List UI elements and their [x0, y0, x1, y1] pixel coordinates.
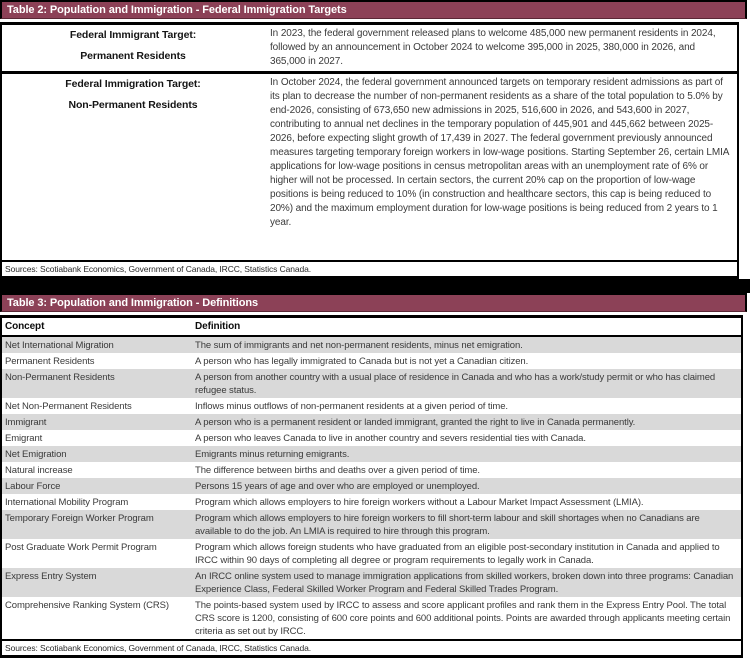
definition-cell: Program which allows employers to hire foreign workers without a Labour Market Impact Assessment (LMIA). [195, 496, 644, 508]
table-3-title: Table 3: Population and Immigration - Definitions [7, 297, 258, 309]
definition-cell: The points-based system used by IRCC to assess and score applicant profiles and rank them in the Express Entry Pool. The total CRS score is 1200, consisting of 600 core points and 600 additional points. Points are awarded through applicants meeting certain criteria as set out by IRCC. [195, 599, 731, 637]
target-label-line2: Non-Permanent Residents [68, 99, 198, 111]
concept-cell: Non-Permanent Residents [5, 371, 115, 383]
table-row [2, 462, 741, 478]
concept-cell: Net Emigration [5, 448, 67, 460]
table-row [2, 398, 741, 414]
table-row [2, 446, 741, 462]
concept-cell: International Mobility Program [5, 496, 129, 508]
table-3-sources: Sources: Scotiabank Economics, Government of Canada, IRCC, Statistics Canada. [2, 639, 741, 655]
table-row [2, 353, 741, 369]
target-description-cell: In 2023, the federal government released plans to welcome 485,000 new permanent residents in 2024, followed by an announcement in October 2024 to welcome 395,000 in 2025, 380,000 in 2026, and 365,000 in 2027. [270, 28, 716, 67]
table-2-body [0, 22, 739, 279]
definition-cell: A person who has legally immigrated to Canada but is not yet a Canadian citizen. [195, 355, 529, 367]
concept-cell: Emigrant [5, 432, 43, 444]
table-row [2, 478, 741, 494]
table-row [2, 414, 741, 430]
table-separator-band [0, 279, 750, 293]
concept-cell: Comprehensive Ranking System (CRS) [5, 599, 169, 611]
table-row [2, 25, 737, 74]
table-row [2, 494, 741, 510]
concept-cell: Permanent Residents [5, 355, 95, 367]
definition-cell: The sum of immigrants and net non-permanent residents, minus net emigration. [195, 339, 523, 351]
table-2-title-bar [0, 0, 747, 19]
definition-cell: Program which allows foreign students who have graduated from an eligible post-secondary institution in Canada and applied to IRCC within 90 days of completing all degree or program requirements to legally work in Canada. [195, 541, 720, 566]
definition-cell: Emigrants minus returning emigrants. [195, 448, 350, 460]
table-3-body [0, 315, 743, 658]
target-description-cell: In October 2024, the federal government announced targets on temporary resident admissions as part of its plan to decrease the number of non-permanent residents as a share of the total population to 5.0% by end-2026, consisting of 673,650 new admissions in 2025, 516,600 in 2026, and 543,600 in 2027, contributing to annual net declines in the temporary population of 445,901 and 445,662 between 2025-2026, before expecting slight growth of 17,439 in 2027. The federal government previously announced measures targeting temporary foreign workers in low-wage positions. Starting September 26, certain LMIA applications for low-wage positions in census metropolitan areas with an unemployment rate of 6% or higher will not be processed. In certain sectors, the current 20% cap on the proportion of low-wage positions is being reduced to 10% (in construction and healthcare sectors, this cap is being reduced to 20%) and the maximum employment duration for low-wage positions is being reduced from 2 years to 1 year. [270, 77, 729, 228]
table-row [2, 568, 741, 597]
table-row [2, 539, 741, 568]
concept-cell: Temporary Foreign Worker Program [5, 512, 154, 524]
concept-cell: Net Non-Permanent Residents [5, 400, 132, 412]
target-label-cell [2, 74, 264, 260]
table-3 [0, 293, 750, 658]
table-row [2, 597, 741, 639]
table-row [2, 369, 741, 398]
definition-cell: Persons 15 years of age and over who are employed or unemployed. [195, 480, 480, 492]
table-row [2, 337, 741, 353]
table-row [2, 430, 741, 446]
definition-cell: A person from another country with a usual place of residence in Canada and who has a work/study permit or who has claimed refugee status. [195, 371, 716, 396]
table-3-title-bar [0, 293, 747, 312]
table-2-title: Table 2: Population and Immigration - Federal Immigration Targets [7, 4, 347, 16]
definition-cell: A person who leaves Canada to live in another country and severs residential ties with Canada. [195, 432, 586, 444]
table-row [2, 510, 741, 539]
concept-cell: Natural increase [5, 464, 73, 476]
target-label-cell [2, 25, 264, 71]
definition-cell: An IRCC online system used to manage immigration applications from skilled workers, broken down into three programs: Canadian Experience Class, Federal Skilled Worker Program and Federal Skilled Trades Program. [195, 570, 734, 595]
column-header-row [2, 318, 741, 337]
table-row [2, 74, 737, 260]
concept-cell: Immigrant [5, 416, 47, 428]
concept-cell: Post Graduate Work Permit Program [5, 541, 157, 553]
target-label-line2: Permanent Residents [80, 50, 186, 62]
definition-rows [2, 337, 741, 639]
column-header-definition: Definition [195, 321, 241, 332]
concept-cell: Net International Migration [5, 339, 114, 351]
concept-cell: Express Entry System [5, 570, 97, 582]
definition-cell: The difference between births and deaths over a given period of time. [195, 464, 480, 476]
target-label-line1: Federal Immigration Target: [65, 78, 201, 90]
target-label-line1: Federal Immigrant Target: [69, 29, 197, 41]
concept-cell: Labour Force [5, 480, 61, 492]
definition-cell: Program which allows employers to hire foreign workers to fill short-term labour and skill shortages when no Canadians are available to do the job. An LMIA is required to hire through this program. [195, 512, 700, 537]
table-2 [0, 0, 750, 279]
column-header-concept: Concept [5, 321, 45, 332]
definition-cell: Inflows minus outflows of non-permanent residents at a given period of time. [195, 400, 508, 412]
table-2-sources: Sources: Scotiabank Economics, Government of Canada, IRCC, Statistics Canada. [2, 260, 737, 276]
definition-cell: A person who is a permanent resident or landed immigrant, granted the right to live in Canada permanently. [195, 416, 636, 428]
